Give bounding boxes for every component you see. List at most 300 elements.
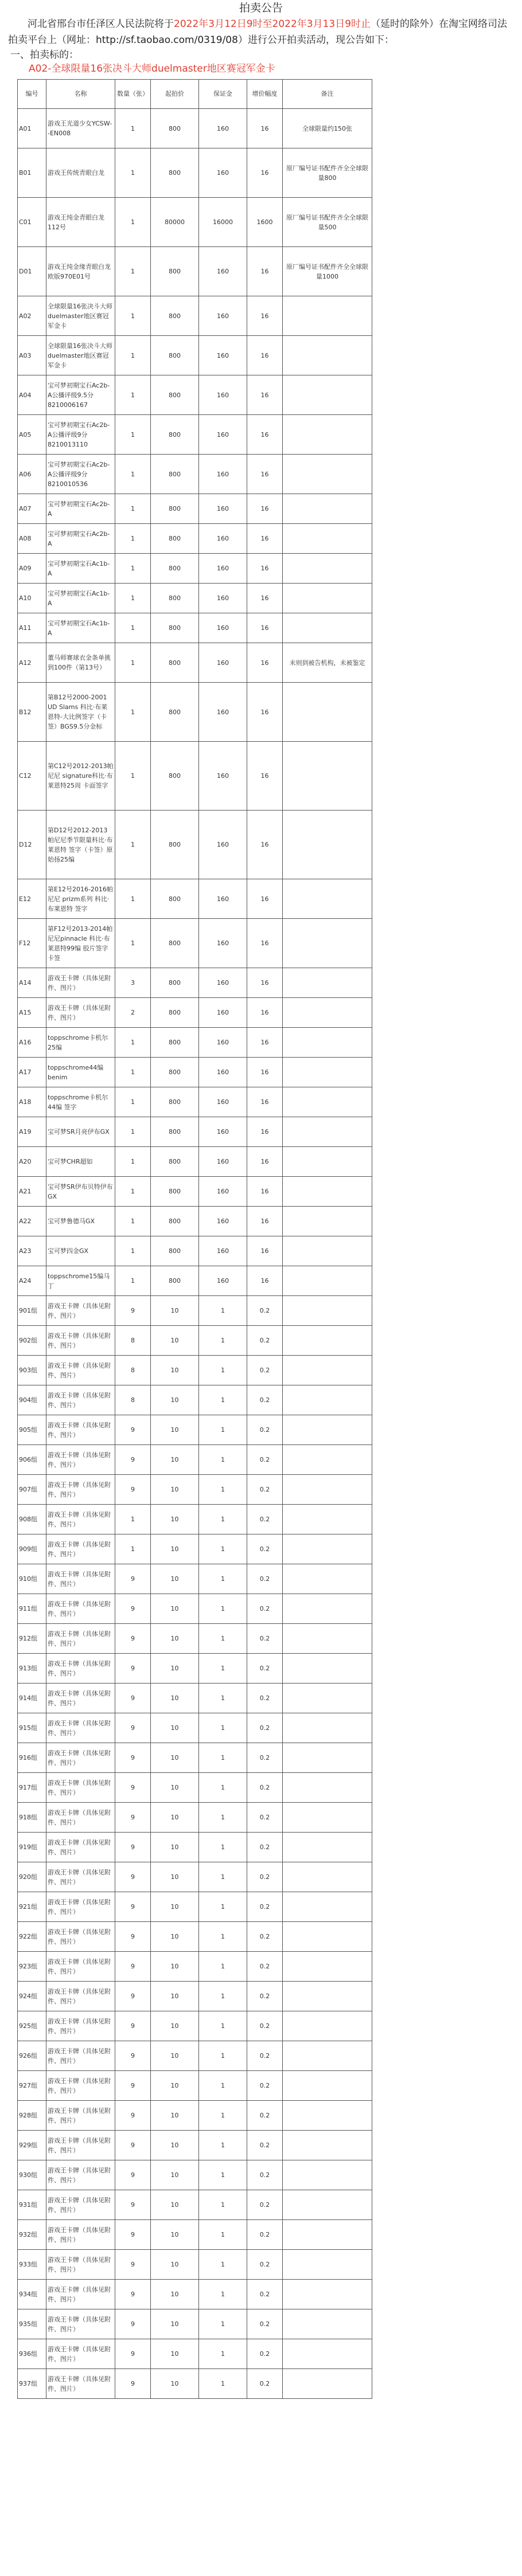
lot-name: 游戏王卡牌（具体见附件、图片） <box>46 2250 115 2280</box>
lot-name: 宝可梦SR月亮伊布GX <box>46 1117 115 1147</box>
lot-remarks <box>283 998 372 1028</box>
lot-name: 游戏王卡牌（具体见附件、图片） <box>46 1624 115 1654</box>
lot-name: 游戏王卡牌（具体见附件、图片） <box>46 1713 115 1743</box>
table-row <box>18 1773 372 1803</box>
lot-name: 游戏王纯金缘青眼白龙欧版970E01号 <box>46 247 115 296</box>
table-header-row <box>18 80 372 109</box>
lot-quantity: 9 <box>115 2131 151 2160</box>
lot-increment: 16 <box>247 296 283 336</box>
lot-increment: 16 <box>247 247 283 296</box>
table-row <box>18 1594 372 1624</box>
lot-remarks <box>283 1534 372 1564</box>
lot-code: A19 <box>18 1117 46 1147</box>
table-row <box>18 879 372 919</box>
lot-code: A17 <box>18 1058 46 1087</box>
lot-start-price: 10 <box>151 1713 199 1743</box>
lot-name: 游戏王卡牌（具体见附件、图片） <box>46 1743 115 1773</box>
lot-remarks <box>283 1058 372 1087</box>
lot-code: 903组 <box>18 1356 46 1385</box>
lot-code: 934组 <box>18 2280 46 2309</box>
lot-increment: 1600 <box>247 198 283 247</box>
lot-remarks <box>283 524 372 554</box>
lot-deposit: 1 <box>199 1564 247 1594</box>
lot-deposit: 1 <box>199 1803 247 1833</box>
lot-remarks <box>283 1952 372 1982</box>
lot-increment: 0.2 <box>247 1415 283 1445</box>
lot-increment: 0.2 <box>247 1982 283 2011</box>
lot-remarks <box>283 1743 372 1773</box>
lot-start-price: 10 <box>151 1743 199 1773</box>
lot-code: 923组 <box>18 1952 46 1982</box>
table-row <box>18 683 372 742</box>
lot-code: A05 <box>18 415 46 455</box>
lot-start-price: 10 <box>151 2071 199 2101</box>
lot-quantity: 1 <box>115 1117 151 1147</box>
lot-code: 912组 <box>18 1624 46 1654</box>
page-title: 拍卖公告 <box>239 2 283 14</box>
lot-name: 游戏王卡牌（具体见附件、图片） <box>46 2160 115 2190</box>
lot-name: 宝可梦四金GX <box>46 1236 115 1266</box>
table-row <box>18 742 372 811</box>
lot-remarks <box>283 1892 372 1922</box>
lot-deposit: 16000 <box>199 198 247 247</box>
lot-deposit: 1 <box>199 2160 247 2190</box>
table-row <box>18 2101 372 2131</box>
lot-increment: 0.2 <box>247 2339 283 2369</box>
table-row <box>18 2190 372 2220</box>
lot-increment: 16 <box>247 1177 283 1207</box>
lot-quantity: 9 <box>115 1803 151 1833</box>
auction-period: 2022年3月12日9时至2022年3月13日9时止 <box>174 18 371 30</box>
lot-start-price: 10 <box>151 2190 199 2220</box>
lot-deposit: 160 <box>199 584 247 613</box>
lot-remarks <box>283 1385 372 1415</box>
lot-name: 游戏王卡牌（具体见附件、图片） <box>46 2339 115 2369</box>
lot-remarks <box>283 2131 372 2160</box>
lot-code: A03 <box>18 336 46 375</box>
lot-increment: 0.2 <box>247 2220 283 2250</box>
lot-name: 董马师赛球衣金条单挑到100件（第13号） <box>46 643 115 683</box>
table-row <box>18 2280 372 2309</box>
table-row <box>18 2041 372 2071</box>
lot-name: 游戏王卡牌（具体见附件、图片） <box>46 1326 115 1356</box>
lot-subtitle: A02-全球限量16张决斗大师duelmaster地区赛冠军金卡 <box>29 63 275 75</box>
lot-deposit: 160 <box>199 1087 247 1117</box>
lot-quantity: 1 <box>115 494 151 524</box>
lot-start-price: 10 <box>151 2131 199 2160</box>
lot-quantity: 9 <box>115 1713 151 1743</box>
lot-name: 游戏王卡牌（具体见附件、图片） <box>46 2011 115 2041</box>
lot-deposit: 160 <box>199 1266 247 1296</box>
table-row <box>18 198 372 247</box>
lot-remarks: 原厂编号证书配件齐全全球限量1000 <box>283 247 372 296</box>
lot-code: B01 <box>18 148 46 198</box>
lot-increment: 0.2 <box>247 2071 283 2101</box>
table-row <box>18 919 372 968</box>
lot-code: E12 <box>18 879 46 919</box>
lot-code: 933组 <box>18 2250 46 2280</box>
lot-increment: 16 <box>247 879 283 919</box>
lot-increment: 0.2 <box>247 1654 283 1684</box>
lot-increment: 16 <box>247 742 283 811</box>
lot-start-price: 800 <box>151 742 199 811</box>
lot-start-price: 10 <box>151 1922 199 1952</box>
lot-name: 游戏王卡牌（具体见附件、图片） <box>46 1862 115 1892</box>
lot-start-price: 800 <box>151 1207 199 1236</box>
table-row <box>18 524 372 554</box>
table-row <box>18 1743 372 1773</box>
lot-increment: 16 <box>247 336 283 375</box>
lot-start-price: 800 <box>151 455 199 494</box>
lot-remarks: 原厂编号证书配件齐全全球限量500 <box>283 198 372 247</box>
lot-remarks <box>283 296 372 336</box>
lot-remarks <box>283 1713 372 1743</box>
table-row <box>18 1028 372 1058</box>
lot-increment: 16 <box>247 455 283 494</box>
lot-quantity: 9 <box>115 2101 151 2131</box>
lot-code: A20 <box>18 1147 46 1177</box>
lot-start-price: 10 <box>151 2339 199 2369</box>
lot-quantity: 1 <box>115 683 151 742</box>
lot-name: 游戏王卡牌（具体见附件、图片） <box>46 1982 115 2011</box>
lot-deposit: 160 <box>199 643 247 683</box>
lot-increment: 0.2 <box>247 2280 283 2309</box>
lot-quantity: 8 <box>115 1356 151 1385</box>
lot-remarks <box>283 968 372 998</box>
lot-quantity: 1 <box>115 1147 151 1177</box>
lot-quantity: 1 <box>115 1177 151 1207</box>
lot-remarks <box>283 1177 372 1207</box>
table-row <box>18 494 372 524</box>
section-heading: 一、拍卖标的： <box>10 49 79 61</box>
lot-deposit: 1 <box>199 1743 247 1773</box>
lot-start-price: 800 <box>151 1147 199 1177</box>
lot-remarks: 未则到被告机构，未被鉴定 <box>283 643 372 683</box>
lot-remarks <box>283 2160 372 2190</box>
lot-start-price: 800 <box>151 415 199 455</box>
lot-increment: 0.2 <box>247 1356 283 1385</box>
lot-start-price: 800 <box>151 1266 199 1296</box>
lot-start-price: 10 <box>151 2160 199 2190</box>
lot-quantity: 9 <box>115 1684 151 1713</box>
lot-deposit: 160 <box>199 1177 247 1207</box>
lot-increment: 16 <box>247 584 283 613</box>
lot-code: 935组 <box>18 2309 46 2339</box>
intro-suffix: （延时的除外）在淘宝网络司法拍卖平台上（网址：http://sf.taobao.com/0319/08）进行公开拍卖活动，现公告如下： <box>8 18 508 46</box>
lot-code: 915组 <box>18 1713 46 1743</box>
lot-quantity: 1 <box>115 811 151 879</box>
lot-remarks <box>283 1087 372 1117</box>
table-row <box>18 2160 372 2190</box>
table-row <box>18 148 372 198</box>
lot-increment: 0.2 <box>247 2190 283 2220</box>
lot-remarks <box>283 919 372 968</box>
lot-remarks <box>283 879 372 919</box>
lot-code: 919组 <box>18 1833 46 1862</box>
lot-start-price: 10 <box>151 2309 199 2339</box>
lot-deposit: 160 <box>199 247 247 296</box>
table-row <box>18 1803 372 1833</box>
table-row <box>18 2339 372 2369</box>
lot-code: C01 <box>18 198 46 247</box>
lot-quantity: 1 <box>115 1087 151 1117</box>
header-code: 编号 <box>18 80 46 109</box>
lot-quantity: 8 <box>115 1385 151 1415</box>
table-row <box>18 2071 372 2101</box>
lot-name: 游戏王卡牌（具体见附件、图片） <box>46 1385 115 1415</box>
lot-code: A07 <box>18 494 46 524</box>
lot-increment: 0.2 <box>247 2250 283 2280</box>
lot-remarks <box>283 1475 372 1505</box>
lot-start-price: 10 <box>151 1445 199 1475</box>
lot-increment: 16 <box>247 919 283 968</box>
lot-quantity: 9 <box>115 2369 151 2399</box>
lot-start-price: 10 <box>151 1296 199 1326</box>
table-row <box>18 1207 372 1236</box>
lot-increment: 0.2 <box>247 1296 283 1326</box>
table-row <box>18 2011 372 2041</box>
lot-code: 931组 <box>18 2190 46 2220</box>
lot-code: A15 <box>18 998 46 1028</box>
intro-prefix: 河北省邢台市任泽区人民法院将于 <box>28 18 174 30</box>
lot-remarks <box>283 1624 372 1654</box>
lot-code: 911组 <box>18 1594 46 1624</box>
lot-code: 929组 <box>18 2131 46 2160</box>
lot-name: 游戏王卡牌（具体见附件、图片） <box>46 2280 115 2309</box>
lot-remarks <box>283 1236 372 1266</box>
header-deposit: 保证金 <box>199 80 247 109</box>
table-row <box>18 1445 372 1475</box>
auction-lot-table <box>17 79 372 2399</box>
lot-increment: 16 <box>247 1028 283 1058</box>
lot-remarks <box>283 1296 372 1326</box>
lot-deposit: 1 <box>199 1356 247 1385</box>
lot-remarks <box>283 415 372 455</box>
lot-quantity: 9 <box>115 2309 151 2339</box>
lot-name: 第D12号2012-2013帕尼尼季节限量科比·布莱恩特 签字（卡签）原始扬25编 <box>46 811 115 879</box>
lot-deposit: 1 <box>199 1862 247 1892</box>
lot-increment: 0.2 <box>247 1564 283 1594</box>
lot-code: A23 <box>18 1236 46 1266</box>
lot-increment: 0.2 <box>247 1862 283 1892</box>
lot-quantity: 9 <box>115 1892 151 1922</box>
table-row <box>18 1475 372 1505</box>
lot-quantity: 1 <box>115 742 151 811</box>
header-start-price: 起拍价 <box>151 80 199 109</box>
lot-remarks <box>283 2250 372 2280</box>
lot-increment: 0.2 <box>247 1952 283 1982</box>
table-row <box>18 998 372 1028</box>
lot-deposit: 1 <box>199 1475 247 1505</box>
table-row <box>18 1385 372 1415</box>
lot-increment: 0.2 <box>247 1892 283 1922</box>
lot-quantity: 1 <box>115 1028 151 1058</box>
lot-deposit: 1 <box>199 2250 247 2280</box>
table-row <box>18 2309 372 2339</box>
lot-name: 全球限量16张决斗大师duelmaster地区赛冠军金卡 <box>46 336 115 375</box>
lot-deposit: 160 <box>199 811 247 879</box>
lot-deposit: 1 <box>199 2071 247 2101</box>
lot-start-price: 10 <box>151 1356 199 1385</box>
lot-code: A08 <box>18 524 46 554</box>
lot-code: A18 <box>18 1087 46 1117</box>
lot-deposit: 160 <box>199 1058 247 1087</box>
lot-name: toppschrome44编benim <box>46 1058 115 1087</box>
lot-quantity: 1 <box>115 375 151 415</box>
lot-deposit: 160 <box>199 998 247 1028</box>
lot-deposit: 160 <box>199 742 247 811</box>
lot-quantity: 9 <box>115 2220 151 2250</box>
lot-remarks <box>283 2339 372 2369</box>
auction-lot-body <box>18 109 372 2399</box>
lot-name: 全球限量16张决斗大师duelmaster地区赛冠军金卡 <box>46 296 115 336</box>
lot-name: 游戏王卡牌（具体见附件、图片） <box>46 1475 115 1505</box>
lot-code: D12 <box>18 811 46 879</box>
lot-name: 宝可梦SR伊布贝特伊布GX <box>46 1177 115 1207</box>
lot-name: 宝可梦初期宝石Ac2b-A公播评级9分8210013110 <box>46 415 115 455</box>
lot-code: 907组 <box>18 1475 46 1505</box>
lot-remarks <box>283 554 372 584</box>
lot-name: toppschrome15编马丁 <box>46 1266 115 1296</box>
lot-increment: 0.2 <box>247 1475 283 1505</box>
lot-remarks <box>283 494 372 524</box>
lot-quantity: 9 <box>115 2160 151 2190</box>
lot-quantity: 9 <box>115 1982 151 2011</box>
lot-increment: 0.2 <box>247 1684 283 1713</box>
lot-increment: 0.2 <box>247 1594 283 1624</box>
lot-quantity: 9 <box>115 1862 151 1892</box>
lot-code: B12 <box>18 683 46 742</box>
lot-quantity: 1 <box>115 109 151 148</box>
table-row <box>18 1624 372 1654</box>
table-row <box>18 1684 372 1713</box>
lot-deposit: 1 <box>199 1624 247 1654</box>
lot-deposit: 160 <box>199 296 247 336</box>
lot-deposit: 160 <box>199 1236 247 1266</box>
lot-remarks <box>283 1117 372 1147</box>
lot-code: D01 <box>18 247 46 296</box>
lot-quantity: 1 <box>115 524 151 554</box>
header-increment: 增价幅度 <box>247 80 283 109</box>
lot-code: 924组 <box>18 1982 46 2011</box>
lot-remarks <box>283 1654 372 1684</box>
lot-increment: 16 <box>247 109 283 148</box>
lot-deposit: 160 <box>199 1147 247 1177</box>
lot-remarks <box>283 2190 372 2220</box>
lot-remarks <box>283 2011 372 2041</box>
lot-deposit: 160 <box>199 1117 247 1147</box>
lot-name: 游戏王卡牌（具体见附件、图片） <box>46 1594 115 1624</box>
lot-increment: 16 <box>247 643 283 683</box>
lot-name: 游戏王卡牌（具体见附件、图片） <box>46 1415 115 1445</box>
table-row <box>18 1415 372 1445</box>
lot-quantity: 3 <box>115 968 151 998</box>
lot-name: 游戏王卡牌（具体见附件、图片） <box>46 1892 115 1922</box>
lot-start-price: 10 <box>151 1505 199 1534</box>
lot-deposit: 160 <box>199 613 247 643</box>
lot-quantity: 1 <box>115 1266 151 1296</box>
lot-name: 游戏王卡牌（具体见附件、图片） <box>46 1505 115 1534</box>
lot-remarks <box>283 1684 372 1713</box>
lot-increment: 0.2 <box>247 2101 283 2131</box>
lot-code: 920组 <box>18 1862 46 1892</box>
lot-increment: 16 <box>247 1207 283 1236</box>
lot-code: A02 <box>18 296 46 336</box>
lot-remarks <box>283 1833 372 1862</box>
lot-increment: 0.2 <box>247 1743 283 1773</box>
lot-quantity: 1 <box>115 919 151 968</box>
lot-name: 游戏王卡牌（具体见附件、图片） <box>46 2190 115 2220</box>
lot-start-price: 10 <box>151 1534 199 1564</box>
lot-name: 第F12号2013-2014帕尼尼pinnacle 科比·布莱恩特99编 胶片签字 卡签 <box>46 919 115 968</box>
lot-remarks <box>283 1803 372 1833</box>
lot-quantity: 1 <box>115 296 151 336</box>
table-row <box>18 1087 372 1117</box>
header-name: 名称 <box>46 80 115 109</box>
lot-code: 926组 <box>18 2041 46 2071</box>
table-row <box>18 554 372 584</box>
lot-name: 宝可梦鲁德马GX <box>46 1207 115 1236</box>
table-row <box>18 1922 372 1952</box>
lot-deposit: 1 <box>199 2309 247 2339</box>
lot-increment: 16 <box>247 683 283 742</box>
lot-code: 908组 <box>18 1505 46 1534</box>
lot-deposit: 160 <box>199 375 247 415</box>
lot-deposit: 1 <box>199 2041 247 2071</box>
table-row <box>18 1356 372 1385</box>
table-row <box>18 1952 372 1982</box>
lot-code: 922组 <box>18 1922 46 1952</box>
lot-deposit: 1 <box>199 2101 247 2131</box>
lot-name: 游戏王卡牌（具体见附件、图片） <box>46 1654 115 1684</box>
table-row <box>18 2250 372 2280</box>
lot-increment: 0.2 <box>247 1534 283 1564</box>
lot-name: 游戏王卡牌（具体见附件、图片） <box>46 2309 115 2339</box>
lot-start-price: 10 <box>151 1475 199 1505</box>
lot-quantity: 1 <box>115 336 151 375</box>
table-row <box>18 1892 372 1922</box>
lot-quantity: 9 <box>115 1773 151 1803</box>
lot-code: 906组 <box>18 1445 46 1475</box>
lot-start-price: 800 <box>151 1177 199 1207</box>
lot-quantity: 1 <box>115 455 151 494</box>
lot-name: 游戏王卡牌（具体见附件、图片） <box>46 1445 115 1475</box>
lot-increment: 16 <box>247 1147 283 1177</box>
lot-quantity: 9 <box>115 2339 151 2369</box>
lot-start-price: 10 <box>151 2011 199 2041</box>
lot-deposit: 1 <box>199 2011 247 2041</box>
lot-code: A24 <box>18 1266 46 1296</box>
lot-code: A22 <box>18 1207 46 1236</box>
lot-increment: 16 <box>247 968 283 998</box>
lot-increment: 0.2 <box>247 1445 283 1475</box>
lot-quantity: 1 <box>115 1058 151 1087</box>
lot-start-price: 10 <box>151 2101 199 2131</box>
lot-code: 902组 <box>18 1326 46 1356</box>
lot-code: A04 <box>18 375 46 415</box>
lot-name: 宝可梦初期宝石Ac2b-A公播评级9.5分8210006167 <box>46 375 115 415</box>
lot-name: 宝可梦初期宝石Ac1b-A <box>46 554 115 584</box>
lot-deposit: 1 <box>199 1505 247 1534</box>
lot-code: 928组 <box>18 2101 46 2131</box>
lot-start-price: 10 <box>151 1892 199 1922</box>
lot-name: 宝可梦初期宝石Ac1b-A <box>46 613 115 643</box>
lot-increment: 0.2 <box>247 2041 283 2071</box>
lot-remarks <box>283 336 372 375</box>
lot-quantity: 1 <box>115 643 151 683</box>
lot-name: 宝可梦初期宝石Ac1b-A <box>46 584 115 613</box>
lot-deposit: 160 <box>199 524 247 554</box>
